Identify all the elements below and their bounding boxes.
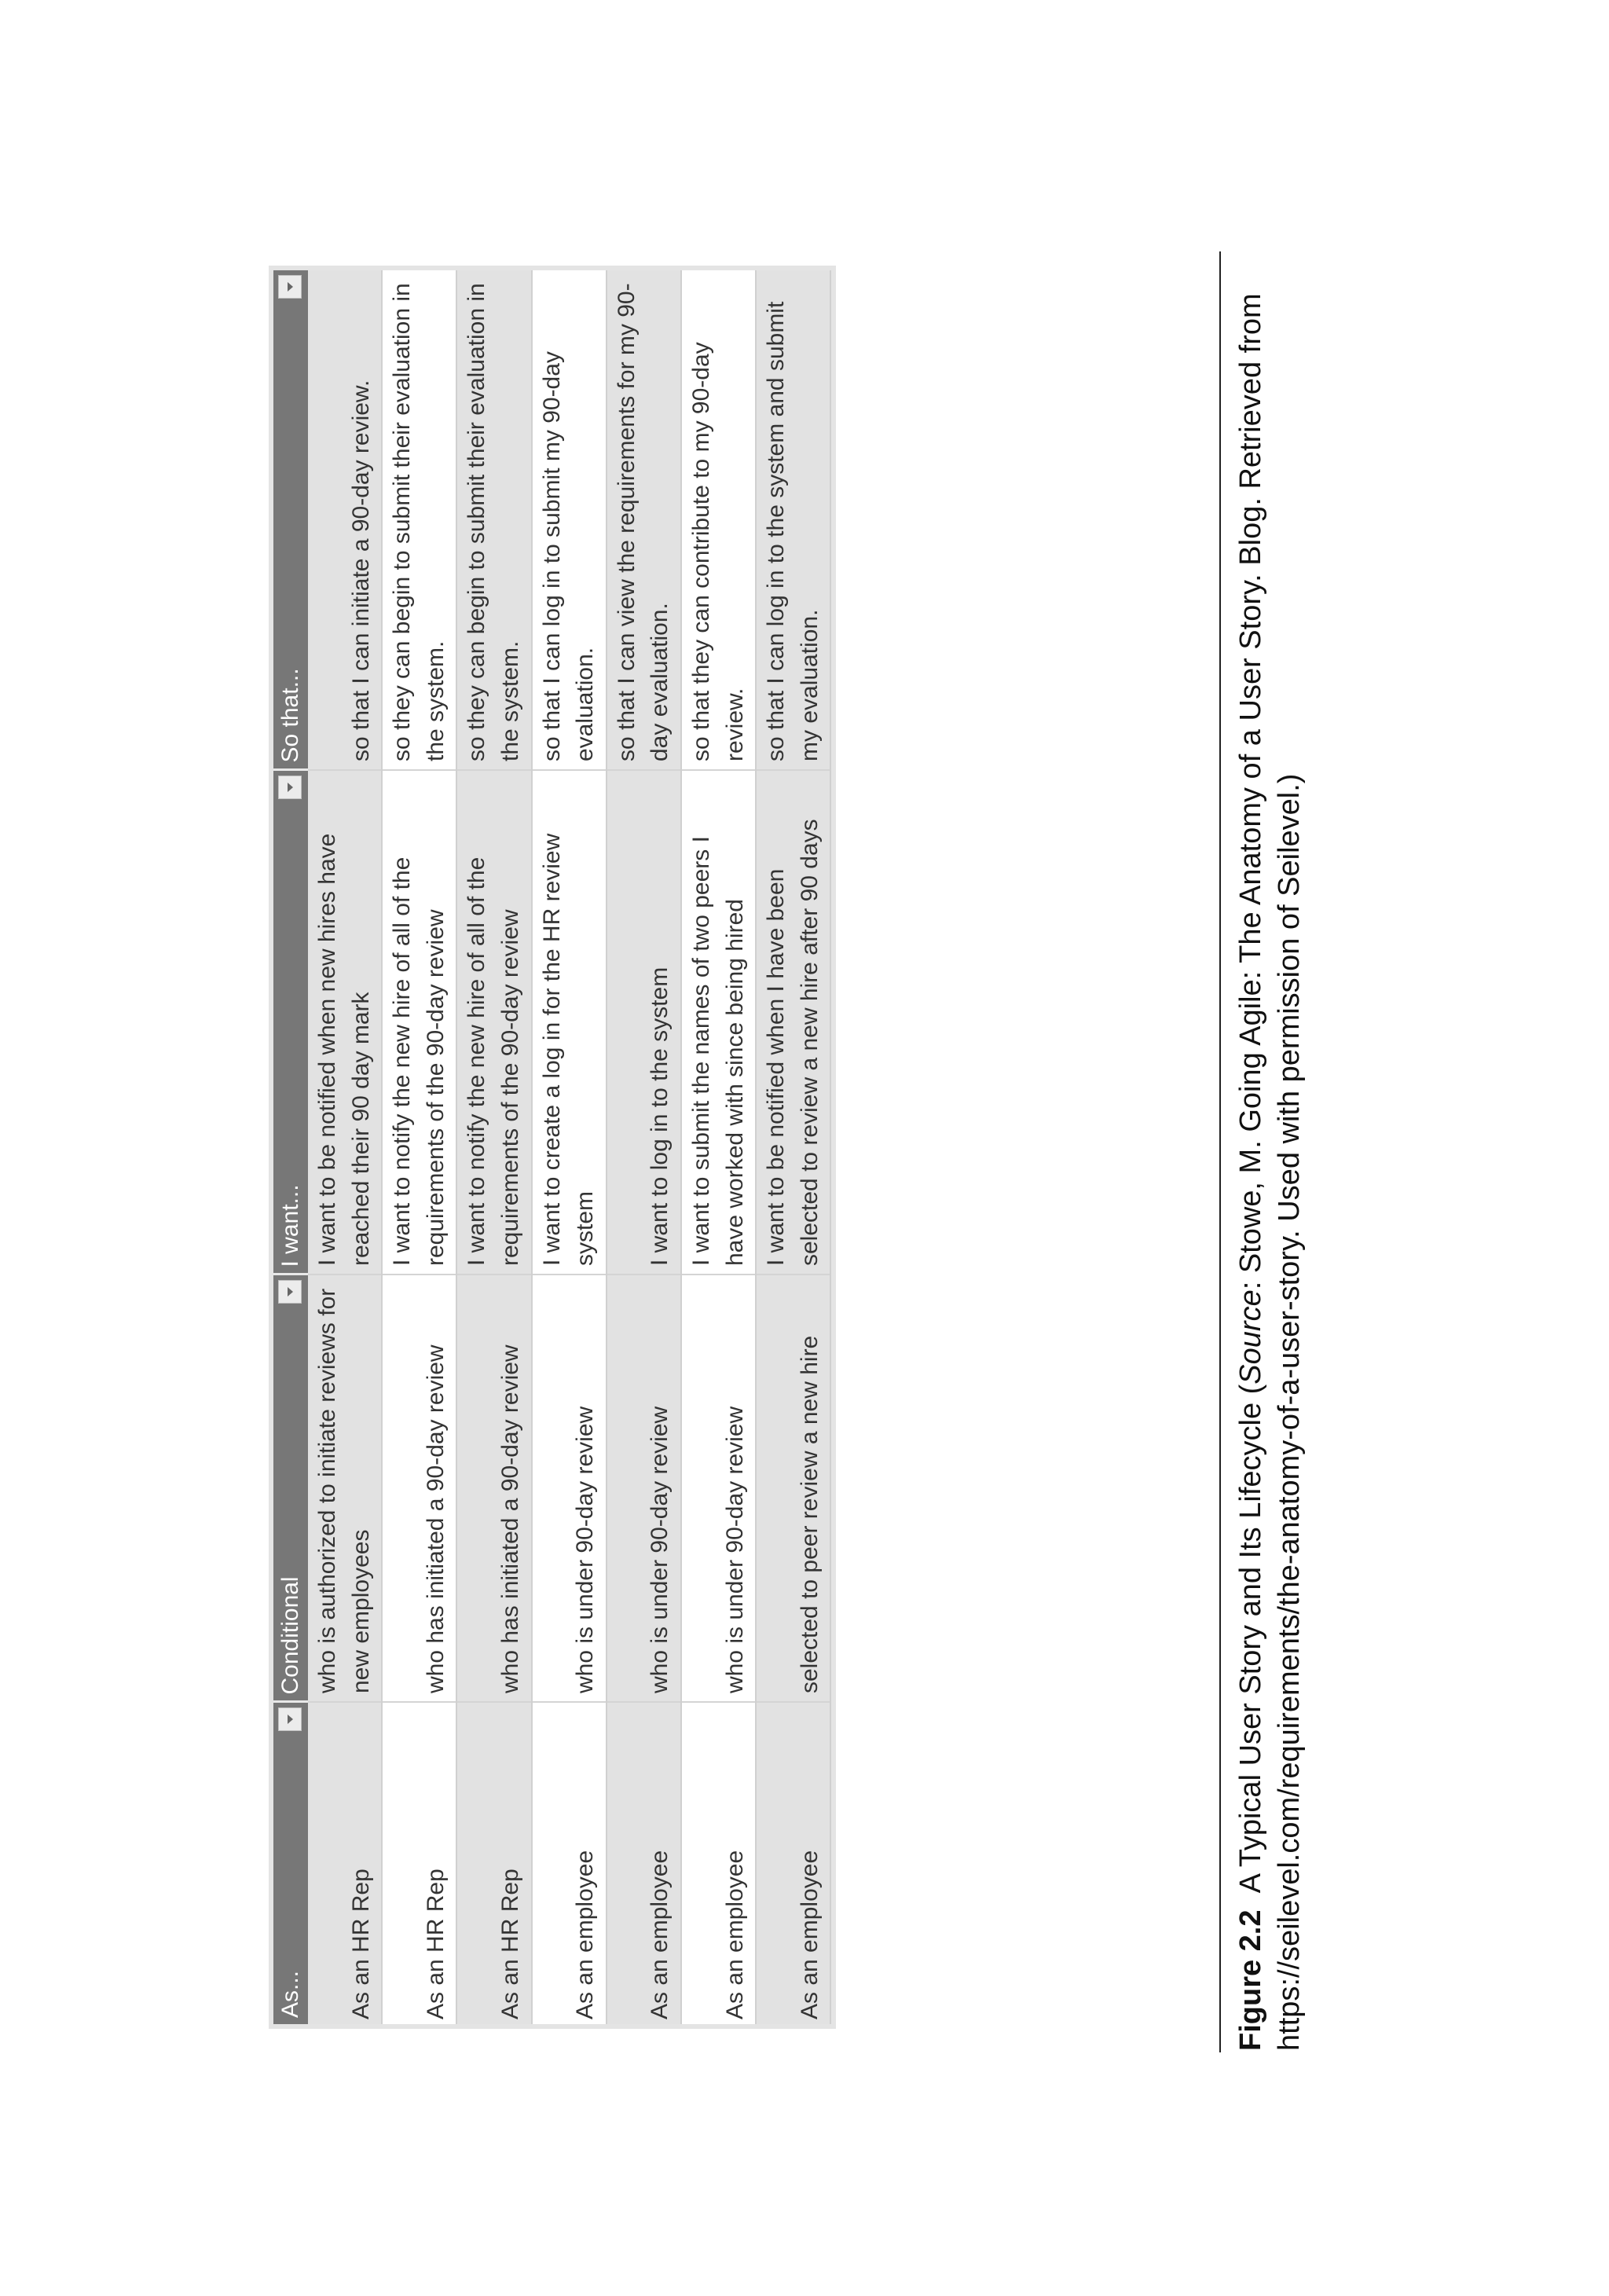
cell-want: I want to be notified when new hires have reached their 90 day mark (308, 770, 382, 1275)
cell-want: I want to notify the new hire of all of the requirements of the 90-day review (382, 770, 456, 1275)
header-as[interactable]: As... (273, 1702, 308, 2024)
cell-conditional: selected to peer review a new hire (756, 1275, 830, 1702)
cell-as: As an employee (607, 1702, 681, 2024)
cell-as: As an HR Rep (382, 1702, 456, 2024)
filter-dropdown-icon[interactable] (278, 1281, 302, 1304)
user-story-table-frame (269, 266, 836, 2029)
caption-text-before: A Typical User Story and Its Lifecycle ( (1234, 1384, 1267, 1894)
table-row (607, 270, 681, 2024)
table-row (681, 270, 756, 2024)
cell-so-that: so they can begin to submit their evaluation in the system. (382, 270, 456, 770)
figure-caption (1232, 259, 1310, 2051)
figure-label: Figure 2.2 (1234, 1909, 1267, 2051)
filter-dropdown-icon[interactable] (278, 275, 302, 299)
cell-so-that: so that I can log in to the system and submit my evaluation. (756, 270, 830, 770)
cell-as: As an HR Rep (456, 1702, 531, 2024)
cell-so-that: so that I can view the requirements for my 90-day evaluation. (607, 270, 681, 770)
cell-so-that: so that they can contribute to my 90-day review. (681, 270, 756, 770)
caption-text-after: : Stowe, M. Going Agile: The Anatomy of a User Story. Blog. Retrieved from https://seilevel.com/requirements/the-anatomy-of-a-user-story. Used with permission of Seilevel.) (1234, 293, 1307, 2051)
caption-rule (1219, 251, 1221, 2052)
table-row (532, 270, 607, 2024)
cell-conditional: who is authorized to initiate reviews for new employees (308, 1275, 382, 1702)
table-row (308, 270, 382, 2024)
cell-want: I want to create a log in for the HR review system (532, 770, 607, 1275)
table-row (756, 270, 830, 2024)
filter-dropdown-icon[interactable] (278, 1708, 302, 1732)
cell-as: As an employee (756, 1702, 830, 2024)
cell-conditional: who is under 90-day review (532, 1275, 607, 1702)
cell-so-that: so that I can initiate a 90-day review. (308, 270, 382, 770)
cell-conditional: who has initiated a 90-day review (382, 1275, 456, 1702)
header-so-that[interactable]: So that... (273, 270, 308, 770)
cell-so-that: so that I can log in to submit my 90-day evaluation. (532, 270, 607, 770)
cell-conditional: who is under 90-day review (681, 1275, 756, 1702)
cell-want: I want to submit the names of two peers I have worked with since being hired (681, 770, 756, 1275)
cell-as: As an HR Rep (308, 1702, 382, 2024)
cell-as: As an employee (681, 1702, 756, 2024)
header-conditional[interactable]: Conditional (273, 1275, 308, 1702)
table-row (382, 270, 456, 2024)
cell-conditional: who is under 90-day review (607, 1275, 681, 1702)
cell-as: As an employee (532, 1702, 607, 2024)
cell-conditional: who has initiated a 90-day review (456, 1275, 531, 1702)
filter-dropdown-icon[interactable] (278, 776, 302, 800)
table-row (456, 270, 531, 2024)
table-header-row (273, 270, 308, 2024)
cell-so-that: so they can begin to submit their evaluation in the system. (456, 270, 531, 770)
cell-want: I want to log in to the system (607, 770, 681, 1275)
cell-want: I want to be notified when I have been selected to review a new hire after 90 days (756, 770, 830, 1275)
cell-want: I want to notify the new hire of all of the requirements of the 90-day review (456, 770, 531, 1275)
user-story-table (273, 270, 831, 2024)
header-i-want[interactable]: I want... (273, 770, 308, 1275)
caption-source-word: Source (1234, 1289, 1267, 1385)
